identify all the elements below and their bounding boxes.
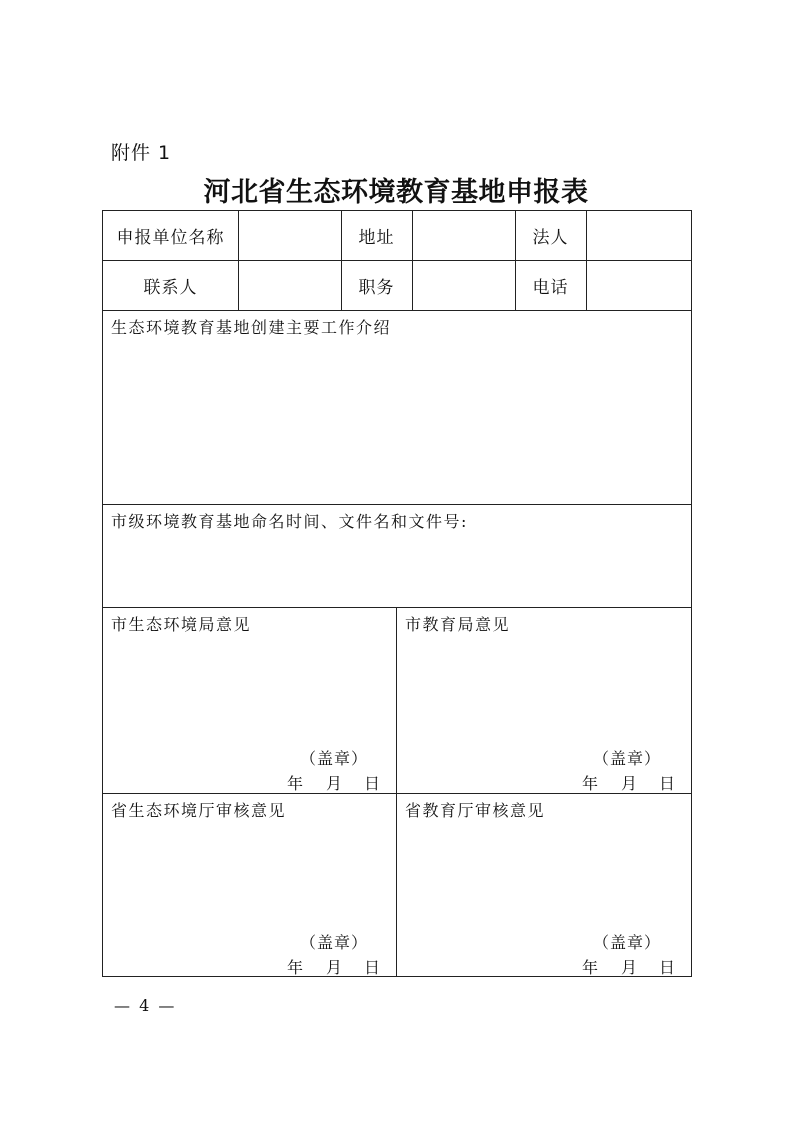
address-label: 地址 — [358, 228, 395, 248]
unit-name-label: 申报单位名称 — [116, 228, 225, 248]
phone-field[interactable] — [587, 261, 690, 310]
contact-field[interactable] — [239, 261, 341, 310]
naming-label: 市级环境教育基地命名时间、文件名和文件号: — [111, 512, 468, 531]
legal-person-label: 法人 — [532, 228, 569, 248]
column-divider — [396, 607, 397, 976]
date-line — [582, 955, 682, 975]
day-label: 日 — [364, 958, 381, 977]
month-label: 月 — [326, 958, 343, 977]
row-divider — [103, 310, 691, 311]
date-line — [287, 955, 387, 975]
city-edu-opinion-label: 市教育局意见 — [405, 615, 511, 634]
year-label: 年 — [582, 958, 599, 977]
row-divider — [103, 504, 691, 505]
address-field[interactable] — [413, 211, 515, 260]
year-label: 年 — [287, 774, 304, 793]
naming-field[interactable] — [103, 535, 690, 605]
application-form — [102, 210, 692, 977]
page-title: 河北省生态环境教育基地申报表 — [203, 177, 589, 208]
legal-person-field[interactable] — [587, 211, 690, 260]
annex-label: 附件 1 — [111, 142, 172, 164]
day-label: 日 — [659, 958, 676, 977]
intro-label: 生态环境教育基地创建主要工作介绍 — [111, 318, 392, 337]
position-field[interactable] — [413, 261, 515, 310]
row-divider — [103, 793, 691, 794]
month-label: 月 — [326, 774, 343, 793]
city-env-opinion-label: 市生态环境局意见 — [111, 615, 252, 634]
intro-field[interactable] — [103, 341, 690, 501]
phone-label: 电话 — [532, 278, 569, 298]
unit-name-field[interactable] — [239, 211, 341, 260]
date-line — [582, 771, 682, 791]
seal-label: （盖章） — [300, 933, 369, 952]
seal-label: （盖章） — [593, 749, 662, 768]
prov-env-review-label: 省生态环境厅审核意见 — [111, 801, 287, 820]
year-label: 年 — [582, 774, 599, 793]
seal-label: （盖章） — [593, 933, 662, 952]
month-label: 月 — [621, 774, 638, 793]
year-label: 年 — [287, 958, 304, 977]
prov-edu-review-label: 省教育厅审核意见 — [405, 801, 546, 820]
row-divider — [103, 607, 691, 608]
day-label: 日 — [364, 774, 381, 793]
seal-label: （盖章） — [300, 749, 369, 768]
month-label: 月 — [621, 958, 638, 977]
day-label: 日 — [659, 774, 676, 793]
position-label: 职务 — [358, 278, 395, 298]
date-line — [287, 771, 387, 791]
contact-label: 联系人 — [143, 278, 198, 298]
page-number: — 4 — — [114, 996, 177, 1015]
